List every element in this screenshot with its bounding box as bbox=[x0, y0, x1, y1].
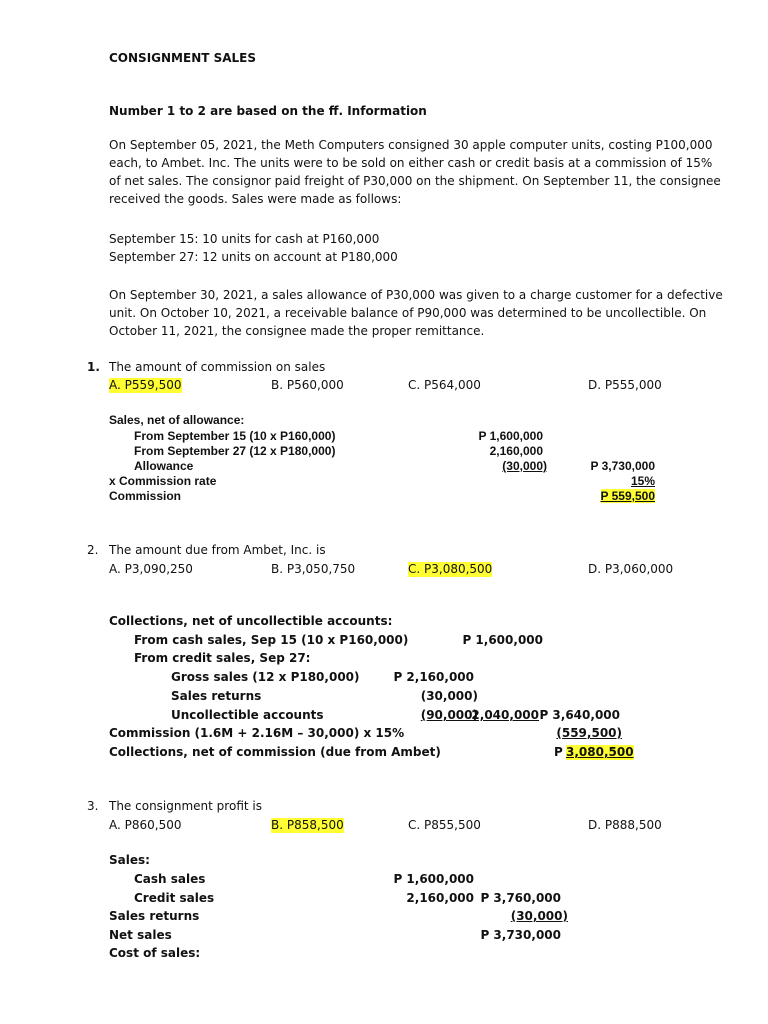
q3-sol-returns-amount: (30,000) bbox=[510, 909, 568, 923]
subheading: Number 1 to 2 are based on the ff. Information bbox=[109, 104, 427, 118]
q1-sol-rate-label: x Commission rate bbox=[109, 474, 217, 488]
q2-choice-b: B. P3,050,750 bbox=[271, 562, 356, 576]
q2-choice-d: D. P3,060,000 bbox=[588, 562, 674, 576]
q2-sol-heading: Collections, net of uncollectible accounts: bbox=[109, 614, 393, 628]
q3-choice-b: B. P858,500 bbox=[271, 818, 344, 832]
q2-sol-commission-amount: (559,500) bbox=[556, 726, 622, 740]
q3-question: The consignment profit is bbox=[109, 799, 262, 813]
q1-question: The amount of commission on sales bbox=[109, 360, 326, 374]
q2-sol-uncollectible-subtotal: 2,040,000 bbox=[471, 708, 539, 722]
sales-line-1: September 15: 10 units for cash at P160,000 bbox=[109, 232, 380, 246]
q2-sol-commission-label: Commission (1.6M + 2.16M – 30,000) x 15% bbox=[109, 726, 405, 740]
q1-choice-a: A. P559,500 bbox=[109, 378, 182, 392]
q3-sol-credit-label: Credit sales bbox=[134, 891, 215, 905]
q3-choice-c: C. P855,500 bbox=[408, 818, 481, 832]
q3-choice-a: A. P860,500 bbox=[109, 818, 182, 832]
q2-sol-net-label: Collections, net of commission (due from Ambet) bbox=[109, 745, 441, 759]
q2-sol-returns-amount: (30,000) bbox=[420, 689, 478, 703]
q1-sol-line2-amount: 2,160,000 bbox=[489, 444, 543, 458]
q1-choice-d: D. P555,000 bbox=[588, 378, 662, 392]
q2-sol-uncollectible-label: Uncollectible accounts bbox=[171, 708, 324, 722]
q1-sol-rate-value: 15% bbox=[630, 474, 655, 488]
q1-sol-line3-amount: (30,000) bbox=[502, 459, 547, 473]
q1-sol-line1-label: From September 15 (10 x P160,000) bbox=[134, 429, 336, 443]
second-paragraph: On September 30, 2021, a sales allowance of P30,000 was given to a charge customer for a defective unit. On October 10, 2021, a receivable balance of P90,000 was determined to be uncollectible. On October 11, 2021, the consignee made the proper remittance. bbox=[109, 288, 723, 338]
q3-sol-sales-label: Sales: bbox=[109, 853, 150, 867]
q3-sol-net-amount: P 3,730,000 bbox=[480, 928, 561, 942]
q1-sol-commission-label: Commission bbox=[109, 489, 182, 503]
page-title: CONSIGNMENT SALES bbox=[109, 51, 257, 65]
q3-number: 3. bbox=[87, 799, 99, 813]
q2-sol-cash-label: From cash sales, Sep 15 (10 x P160,000) bbox=[134, 633, 409, 647]
q2-number: 2. bbox=[87, 543, 99, 557]
q1-sol-line3-label: Allowance bbox=[134, 459, 194, 473]
q2-sol-returns-label: Sales returns bbox=[171, 689, 262, 703]
q1-sol-heading: Sales, net of allowance: bbox=[109, 413, 245, 427]
q3-sol-credit-amount: 2,160,000 bbox=[406, 891, 474, 905]
q3-sol-sales-total: P 3,760,000 bbox=[480, 891, 561, 905]
q1-sol-line3-total: P 3,730,000 bbox=[590, 459, 655, 473]
q1-sol-line2-label: From September 27 (12 x P180,000) bbox=[134, 444, 336, 458]
q2-sol-gross-amount: P 2,160,000 bbox=[393, 670, 474, 684]
q1-choice-b: B. P560,000 bbox=[271, 378, 344, 392]
q2-sol-uncollectible-total: P 3,640,000 bbox=[539, 708, 620, 722]
q2-sol-net-prefix: P bbox=[554, 745, 563, 759]
q2-sol-cash-amount: P 1,600,000 bbox=[462, 633, 543, 647]
q1-choice-c: C. P564,000 bbox=[408, 378, 481, 392]
q3-sol-returns-label: Sales returns bbox=[109, 909, 200, 923]
q3-sol-cost-label: Cost of sales: bbox=[109, 946, 201, 960]
q3-sol-cash-label: Cash sales bbox=[134, 872, 206, 886]
q2-choice-c: C. P3,080,500 bbox=[408, 562, 493, 576]
q3-choice-d: D. P888,500 bbox=[588, 818, 662, 832]
q1-number: 1. bbox=[87, 360, 100, 374]
sales-line-2: September 27: 12 units on account at P180,000 bbox=[109, 250, 398, 264]
intro-paragraph: On September 05, 2021, the Meth Computers consigned 30 apple computer units, costing P100,000 each, to Ambet. Inc. The units were to be sold on either cash or credit basis at a commission of 15% of net sales. The consignor paid freight of P30,000 on the shipment. On September 11, the consignee received the goods. Sales were made as follows: bbox=[109, 138, 721, 206]
q1-sol-line1-amount: P 1,600,000 bbox=[478, 429, 543, 443]
q2-sol-uncollectible-amount: (90,000) bbox=[420, 708, 478, 722]
q2-question: The amount due from Ambet, Inc. is bbox=[109, 543, 326, 557]
q3-sol-cash-amount: P 1,600,000 bbox=[393, 872, 474, 886]
q2-choice-a: A. P3,090,250 bbox=[109, 562, 193, 576]
q2-sol-credit-label: From credit sales, Sep 27: bbox=[134, 651, 311, 665]
q2-sol-gross-label: Gross sales (12 x P180,000) bbox=[171, 670, 360, 684]
q3-sol-net-label: Net sales bbox=[109, 928, 172, 942]
q1-sol-commission-value: P 559,500 bbox=[600, 489, 655, 503]
q2-sol-net-amount: 3,080,500 bbox=[566, 745, 634, 759]
